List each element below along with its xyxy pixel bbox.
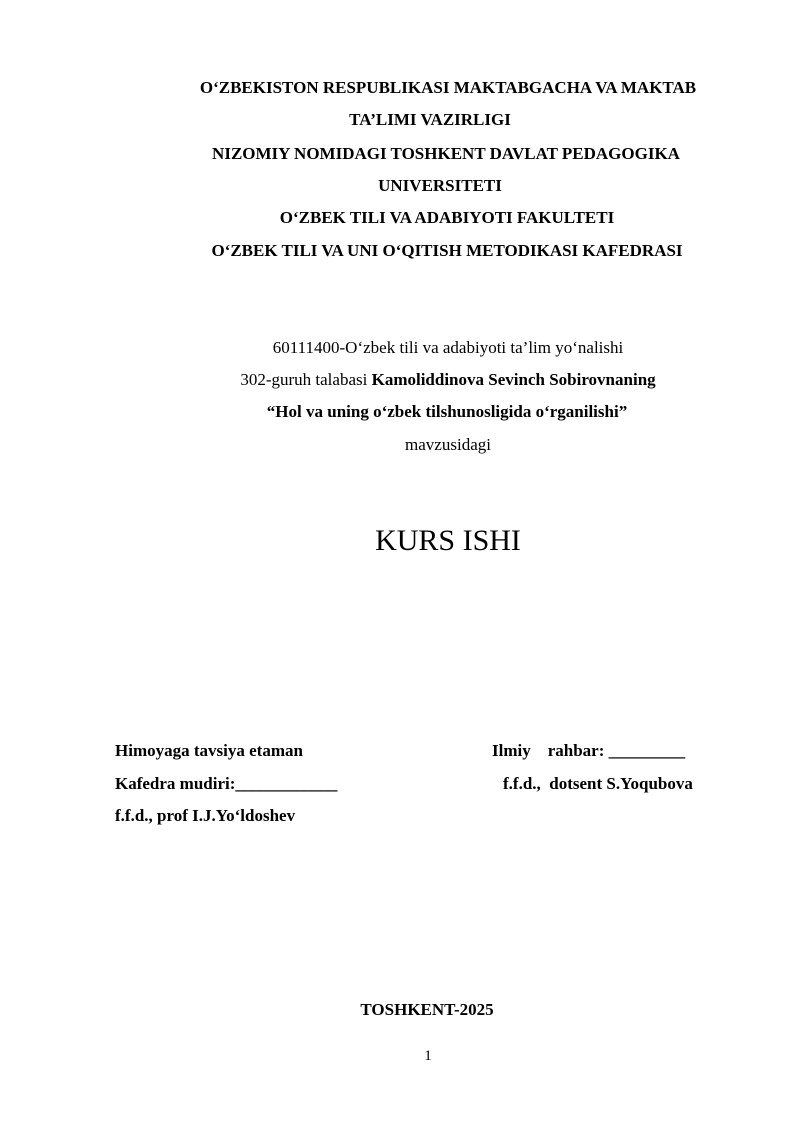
department-head-name: f.f.d., prof I.J.Yo‘ldoshev — [115, 806, 296, 825]
group-prefix: 302-guruh talabasi — [240, 370, 372, 389]
page-number: 1 — [424, 1048, 432, 1064]
university-title-line1: NIZOMIY NOMIDAGI TOSHKENT DAVLAT PEDAGOGIKA — [212, 144, 680, 163]
supervisor-name: f.f.d., dotsent S.Yoqubova — [503, 774, 693, 793]
ministry-title-line1: O‘ZBEKISTON RESPUBLIKASI MAKTABGACHA VA MAKTAB — [199, 78, 697, 97]
student-name: Kamoliddinova Sevinch Sobirovnaning — [371, 370, 656, 389]
university-title-line2: UNIVERSITETI — [378, 176, 502, 195]
department-title: O‘ZBEK TILI VA UNI O‘QITISH METODIKASI KAFEDRASI — [211, 241, 683, 260]
document-type-title: KURS ISHI — [375, 524, 521, 557]
ministry-title-line2: TA’LIMI VAZIRLIGI — [349, 110, 511, 129]
faculty-title: O‘ZBEK TILI VA ADABIYOTI FAKULTETI — [279, 208, 615, 227]
direction-line: 60111400-O‘zbek tili va adabiyoti ta’lim yo‘nalishi — [272, 338, 624, 357]
topic-suffix: mavzusidagi — [405, 435, 491, 454]
recommendation-label: Himoyaga tavsiya etaman — [115, 741, 303, 760]
student-line — [240, 371, 655, 388]
topic-title: “Hol va uning o‘zbek tilshunosligida o‘rganilishi” — [266, 402, 628, 421]
department-head-label: Kafedra mudiri:____________ — [115, 774, 338, 793]
supervisor-label: Ilmiy rahbar: _________ — [492, 741, 686, 760]
city-year: TOSHKENT-2025 — [360, 1000, 494, 1019]
